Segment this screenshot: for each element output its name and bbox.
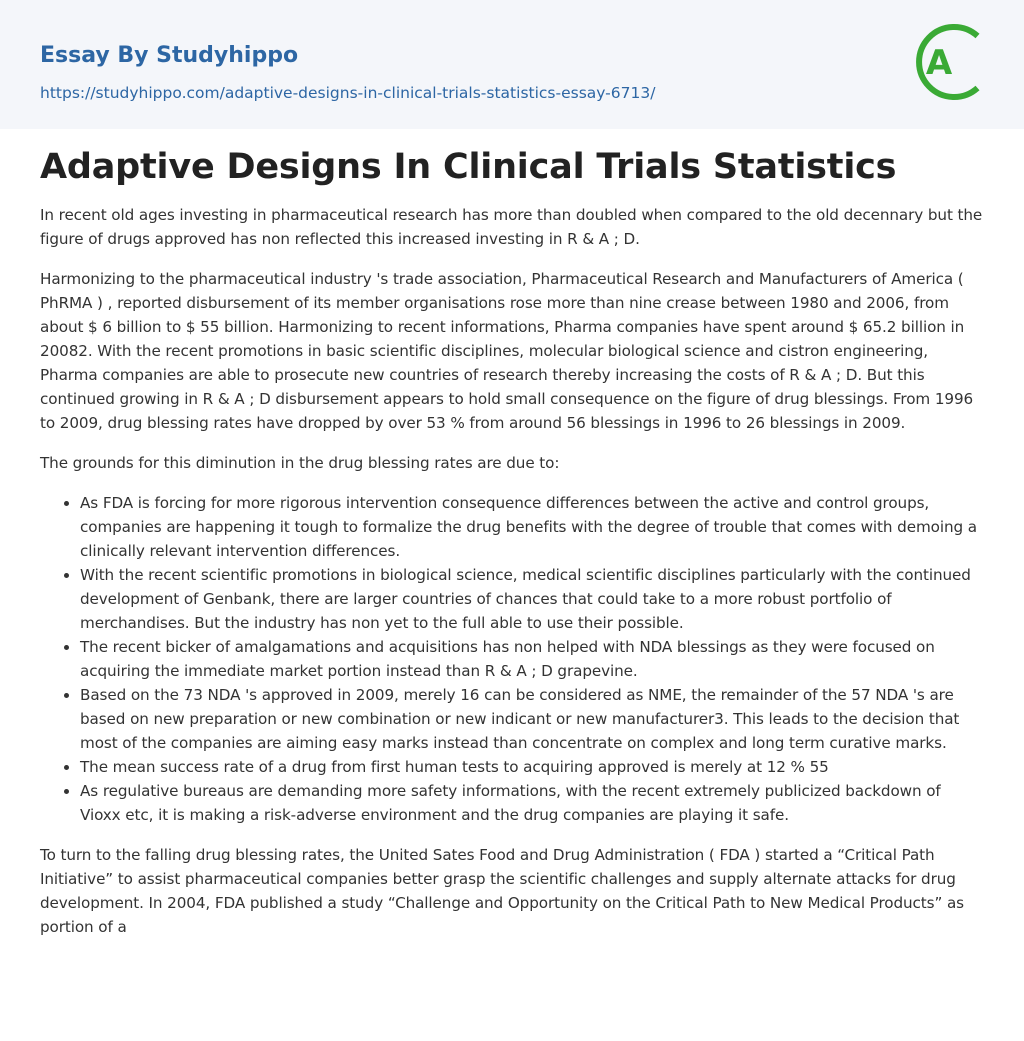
list-item: • The recent bicker of amalgamations and acquisitions has non helped with NDA blessings as they were focused on acquiring the immediate market portion instead than R & A ; D grapevine.: [80, 635, 984, 683]
paragraph: Harmonizing to the pharmaceutical industry 's trade association, Pharmaceutical Research and Manufacturers of America ( PhRMA ) , reported disbursement of its member organisations rose more than nine crease between 1980 and 2006, from about $ 6 billion to $ 55 billion. Harmonizing to recent informations, Pharma companies have spent around $ 65.2 billion in 20082. With the recent promotions in basic scientific disciplines, molecular biological science and cistron engineering, Pharma companies are able to prosecute new countries of research thereby increasing the costs of R & A ; D. But this continued growing in R & A ; D disbursement appears to hold small consequence on the figure of drug blessings. From 1996 to 2009, drug blessing rates have dropped by over 53 % from around 56 blessings in 1996 to 26 blessings in 2009.: [40, 270, 974, 432]
list-item: • Based on the 73 NDA 's approved in 2009, merely 16 can be considered as NME, the remainder of the 57 NDA 's are based on new preparation or new combination or new indicant or new manufacturer3. This leads to the decision that most of the companies are aiming easy marks instead than concentrate on complex and long term curative marks.: [80, 683, 984, 755]
paragraph: In recent old ages investing in pharmaceutical research has more than doubled when compared to the old decennary but the figure of drugs approved has non reflected this increased investing in R & A ; D.: [40, 206, 983, 248]
reasons-list: [40, 491, 984, 827]
essay-url-link[interactable]: https://studyhippo.com/adaptive-designs-in-clinical-trials-statistics-essay-6713/: [40, 84, 656, 102]
list-item: • With the recent scientific promotions in biological science, medical scientific disciplines particularly with the continued development of Genbank, there are larger countries of chances that could take to a more robust portfolio of merchandises. But the industry has non yet to the full able to use their possible.: [80, 563, 984, 635]
logo-icon[interactable]: [911, 18, 987, 106]
article-body: [0, 129, 1024, 939]
list-item: • As regulative bureaus are demanding more safety informations, with the recent extremely publicized backdown of Vioxx etc, it is making a risk-adverse environment and the drug companies are playing it safe.: [80, 779, 984, 827]
list-item: • As FDA is forcing for more rigorous intervention consequence differences between the active and control groups, companies are happening it tough to formalize the drug benefits with the degree of trouble that comes with demoing a clinically relevant intervention differences.: [80, 491, 984, 563]
paragraph: To turn to the falling drug blessing rates, the United Sates Food and Drug Administration ( FDA ) started a “Critical Path Initiative” to assist pharmaceutical companies better grasp the scientific challenges and supply alternate attacks for drug development. In 2004, FDA published a study “Challenge and Opportunity on the Critical Path to New Medical Products” as portion of a: [40, 846, 964, 936]
site-brand[interactable]: Essay By Studyhippo: [40, 43, 299, 68]
article-title: Adaptive Designs In Clinical Trials Statistics: [40, 147, 897, 187]
site-header: [0, 0, 1024, 129]
paragraph: The grounds for this diminution in the drug blessing rates are due to:: [40, 454, 560, 472]
logo-letter: A: [925, 43, 953, 83]
list-item: • The mean success rate of a drug from first human tests to acquiring approved is merely at 12 % 55: [80, 755, 984, 779]
